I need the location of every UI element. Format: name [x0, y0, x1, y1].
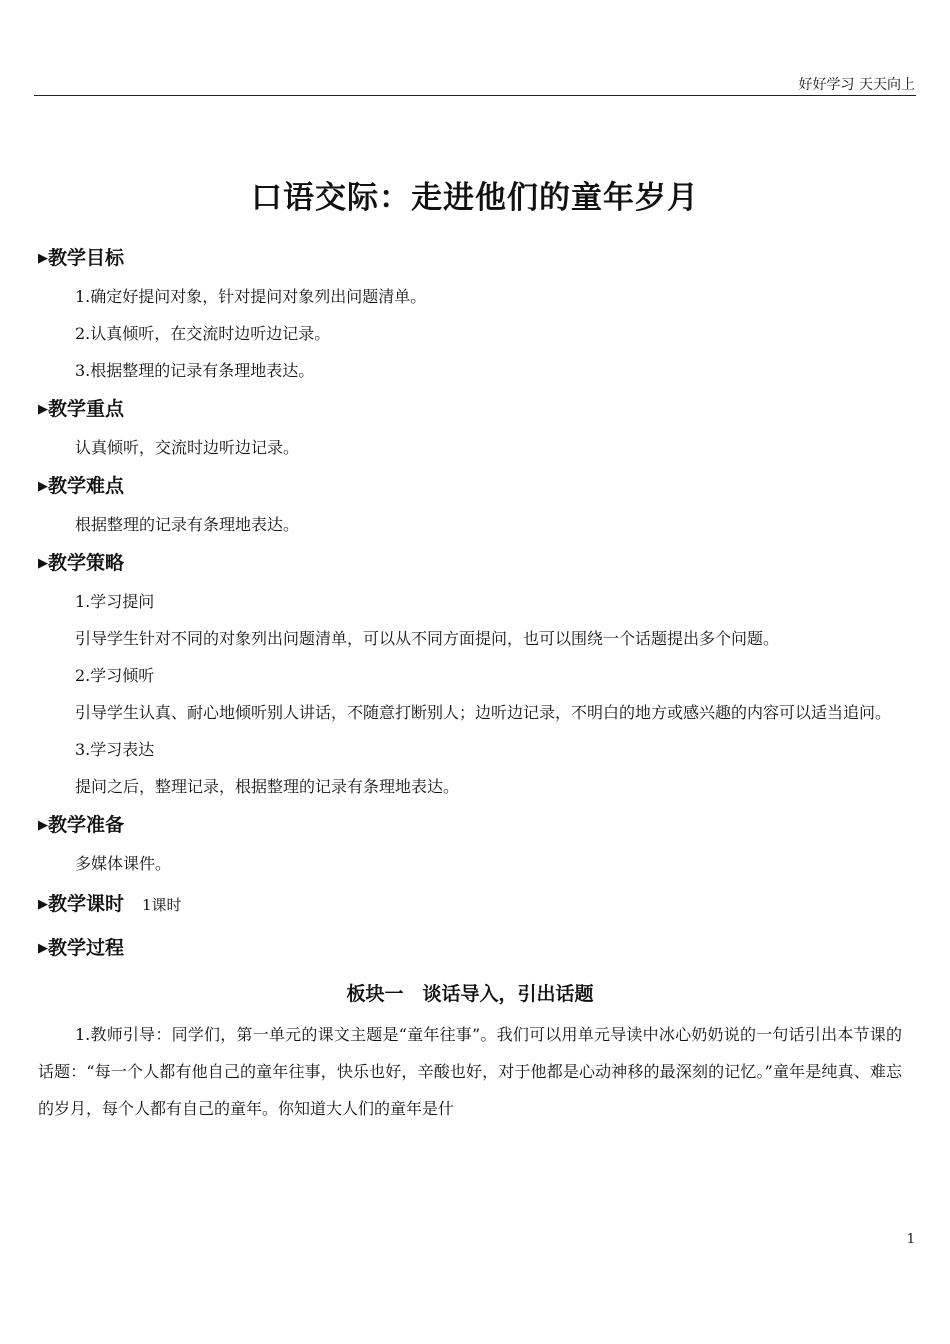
header-motto: 好好学习 天天向上 — [798, 77, 915, 93]
section-heading-goals — [38, 238, 902, 278]
strategy-item: 提问之后，整理记录，根据整理的记录有条理地表达。 — [75, 777, 460, 796]
section-heading-difficulties — [38, 466, 902, 506]
triangle-bullet-icon: ▶ — [38, 818, 48, 833]
section-title: 教学重点 — [48, 398, 125, 420]
hours-value: 1课时 — [142, 896, 182, 914]
section-title: 教学过程 — [48, 937, 125, 959]
document-body — [38, 238, 902, 1127]
section-title: 教学目标 — [48, 247, 125, 269]
section-title: 教学课时 — [48, 893, 125, 915]
section-title: 教学策略 — [48, 552, 125, 574]
goal-item: 2.认真倾听，在交流时边听边记录。 — [75, 324, 331, 343]
section-heading-hours — [38, 882, 902, 926]
header-divider — [34, 95, 916, 96]
strategy-item: 引导学生认真、耐心地倾听别人讲话，不随意打断别人；边听边记录，不明白的地方或感兴趣的内容可以适当追问。 — [75, 703, 892, 722]
triangle-bullet-icon: ▶ — [38, 897, 48, 912]
section-heading-key-points — [38, 389, 902, 429]
triangle-bullet-icon: ▶ — [38, 402, 48, 417]
triangle-bullet-icon: ▶ — [38, 941, 48, 956]
goal-item: 3.根据整理的记录有条理地表达。 — [75, 361, 315, 380]
preparation-text: 多媒体课件。 — [75, 854, 172, 873]
page-number: 1 — [906, 1232, 915, 1247]
key-points-text: 认真倾听，交流时边听边记录。 — [75, 438, 300, 457]
strategy-item: 3.学习表达 — [75, 740, 155, 759]
strategy-item: 引导学生针对不同的对象列出问题清单，可以从不同方面提问，也可以围绕一个话题提出多个问题。 — [75, 629, 780, 648]
section-heading-process — [38, 926, 902, 970]
triangle-bullet-icon: ▶ — [38, 479, 48, 494]
strategy-item: 2.学习倾听 — [75, 666, 155, 685]
block-title: 板块一 谈话导入，引出话题 — [346, 983, 594, 1005]
difficulties-text: 根据整理的记录有条理地表达。 — [75, 515, 300, 534]
section-title: 教学难点 — [48, 475, 125, 497]
triangle-bullet-icon: ▶ — [38, 251, 48, 266]
section-heading-strategies — [38, 543, 902, 583]
document-title: 口语交际：走进他们的童年岁月 — [251, 180, 699, 216]
process-paragraph: 1.教师引导：同学们，第一单元的课文主题是“童年往事”。我们可以用单元导读中冰心奶奶说的一句话引出本节课的话题：“每一个人都有他自己的童年往事，快乐也好，辛酸也好，对于他都是心动神移的最深刻的记忆。”童年是纯真、难忘的岁月，每个人都有自己的童年。你知道大人们的童年是什 — [38, 1025, 902, 1118]
strategy-item: 1.学习提问 — [75, 592, 155, 611]
triangle-bullet-icon: ▶ — [38, 556, 48, 571]
section-heading-preparation — [38, 805, 902, 845]
section-title: 教学准备 — [48, 814, 125, 836]
goal-item: 1.确定好提问对象，针对提问对象列出问题清单。 — [75, 287, 427, 306]
